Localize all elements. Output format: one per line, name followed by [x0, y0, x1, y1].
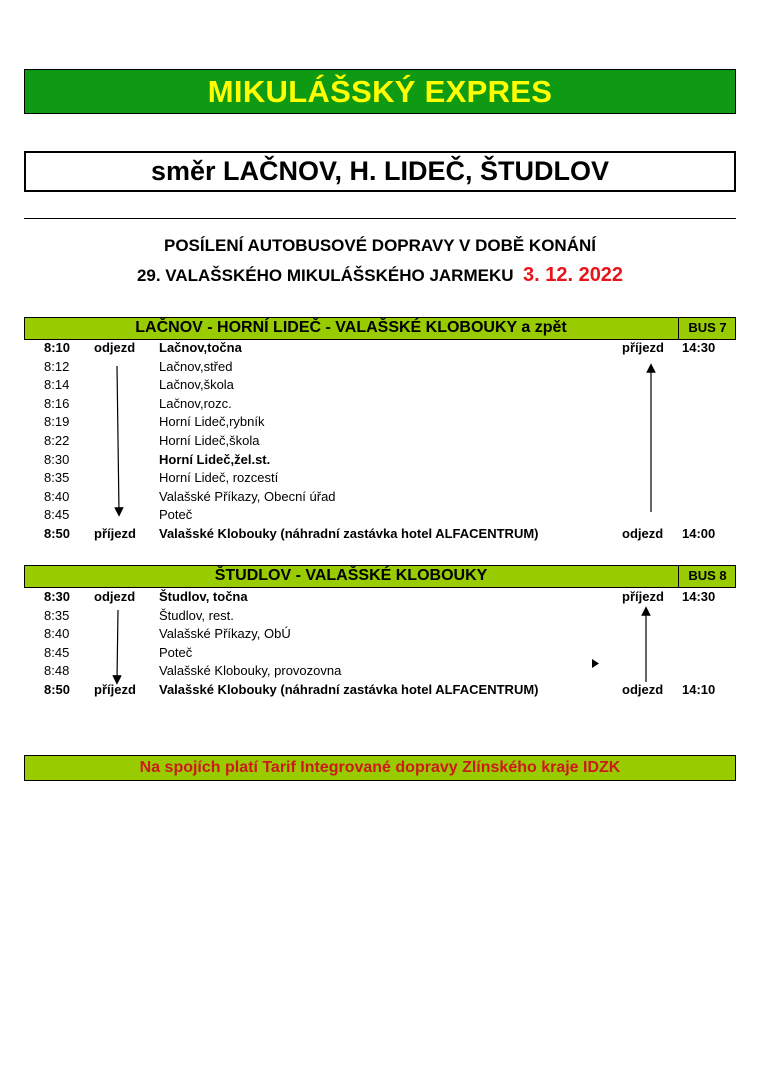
departure-time: 8:30 — [44, 451, 70, 467]
departure-time: 8:48 — [44, 663, 70, 679]
departure-time: 8:50 — [44, 526, 71, 541]
departure-label: odjezd — [94, 589, 136, 604]
return-time: 14:10 — [682, 682, 716, 697]
stop-name: Lačnov,točna — [159, 340, 242, 355]
stop-name: Lačnov,rozc. — [159, 395, 232, 411]
departure-time: 8:40 — [44, 626, 70, 642]
departure-time: 8:16 — [44, 395, 70, 411]
notice-line-1: POSÍLENÍ AUTOBUSOVÉ DOPRAVY V DOBĚ KONÁNÍ — [164, 236, 596, 255]
stop-name: Valašské Klobouky, provozovna — [159, 663, 342, 679]
stop-name: Poteč — [159, 644, 193, 660]
departure-label: příjezd — [94, 526, 136, 541]
direction-heading: směr LAČNOV, H. LIDEČ, ŠTUDLOV — [150, 156, 610, 186]
route-title-bus-8: ŠTUDLOV - VALAŠSKÉ KLOBOUKY — [214, 567, 488, 584]
return-label: příjezd — [622, 340, 664, 355]
return-label: příjezd — [622, 589, 664, 604]
departure-time: 8:40 — [44, 488, 70, 504]
departure-time: 8:35 — [44, 470, 70, 486]
stop-name: Horní Lideč, rozcestí — [159, 470, 279, 486]
bus-label-8: BUS 8 — [678, 565, 736, 587]
departure-time: 8:30 — [44, 589, 71, 604]
stop-name: Horní Lideč,škola — [159, 433, 260, 448]
stop-name: Valašské Klobouky (náhradní zastávka hotel ALFACENTRUM) — [159, 526, 539, 541]
departure-time: 8:45 — [44, 644, 70, 660]
page-title: MIKULÁŠSKÝ EXPRES — [207, 74, 553, 109]
stop-name: Valašské Klobouky (náhradní zastávka hotel ALFACENTRUM) — [159, 682, 539, 697]
departure-label: příjezd — [94, 682, 136, 697]
stop-name: Študlov, rest. — [159, 607, 234, 623]
departure-time: 8:10 — [44, 340, 71, 355]
departure-time: 8:50 — [44, 682, 71, 697]
arrow-down-bus-8 — [117, 610, 118, 680]
return-label: odjezd — [622, 526, 664, 541]
notice-line-2-text: 29. VALAŠSKÉHO MIKULÁŠSKÉHO JARMEKU — [136, 266, 514, 285]
departure-time: 8:19 — [44, 414, 70, 430]
departure-label: odjezd — [94, 340, 136, 355]
departure-time: 8:45 — [44, 507, 70, 523]
departure-time: 8:35 — [44, 607, 70, 623]
route-title-bus-7: LAČNOV - HORNÍ LIDEČ - VALAŠSKÉ KLOBOUKY a zpět — [135, 319, 567, 336]
arrow-right-marker — [592, 659, 599, 668]
arrow-down-bus-7 — [117, 366, 119, 512]
stop-name: Horní Lideč,rybník — [159, 414, 265, 430]
tariff-notice: Na spojích platí Tarif Integrované dopravy Zlínského kraje IDZK — [139, 759, 621, 776]
stop-name: Poteč — [159, 507, 193, 523]
return-label: odjezd — [622, 682, 664, 697]
departure-time: 8:22 — [44, 433, 70, 448]
stop-name: Lačnov,škola — [159, 377, 234, 393]
stop-name: Študlov, točna — [159, 589, 248, 604]
event-date: 3. 12. 2022 — [522, 264, 624, 286]
stop-name: Valašské Příkazy, Obecní úřad — [159, 488, 336, 504]
return-time: 14:30 — [682, 589, 716, 604]
departure-time: 8:14 — [44, 377, 70, 393]
return-time: 14:30 — [682, 340, 716, 355]
stop-name: Horní Lideč,žel.st. — [159, 451, 271, 467]
bus-label-7: BUS 7 — [678, 317, 736, 339]
departure-time: 8:12 — [44, 358, 70, 374]
stop-name: Valašské Příkazy, ObÚ — [159, 626, 291, 642]
return-time: 14:00 — [682, 526, 716, 541]
stop-name: Lačnov,střed — [159, 358, 233, 374]
